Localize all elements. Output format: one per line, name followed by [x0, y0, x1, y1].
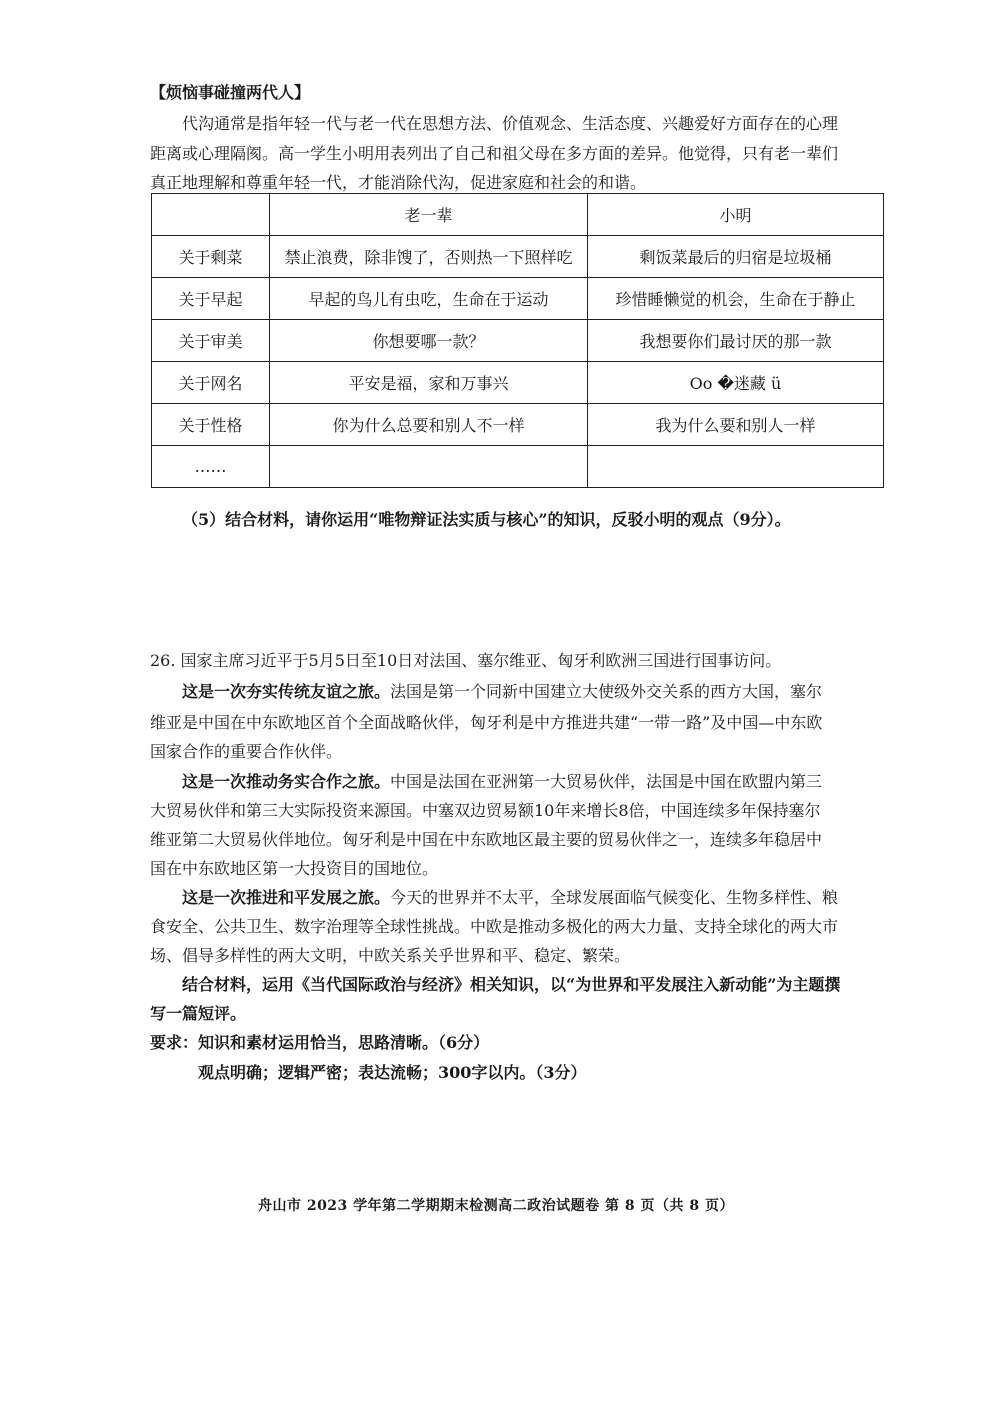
row-label-cell: 关于性格 — [152, 404, 270, 446]
paragraph-line: 食安全、公共卫生、数字治理等全球性挑战。中欧是推动多极化的两大力量、支持全球化的两大市 — [150, 917, 839, 936]
elder-cell — [270, 446, 588, 488]
row-label-cell: 关于早起 — [152, 278, 270, 320]
requirement-line: 要求：知识和素材运用恰当，思路清晰。（6分） — [150, 1033, 490, 1052]
paragraph-text: 法国是第一个同新中国建立大使级外交关系的西方大国，塞尔 — [390, 682, 823, 701]
row-label-cell: 关于剩菜 — [152, 236, 270, 278]
paragraph-text: 今天的世界并不太平，全球发展面临气候变化、生物多样性、粮 — [390, 888, 839, 907]
xiaoming-cell: 我为什么要和别人一样 — [588, 404, 884, 446]
paragraph-line — [150, 887, 880, 909]
paragraph-line: 维亚是中国在中东欧地区首个全面战略伙伴，匈牙利是中方推进共建“一带一路”及中国—中东欧 — [150, 713, 823, 732]
table-row — [152, 236, 884, 278]
row-label-cell: 关于网名 — [152, 362, 270, 404]
paragraph-lead: 这是一次推动务实合作之旅。 — [182, 772, 391, 791]
xiaoming-cell: 我想要你们最讨厌的那一款 — [588, 320, 884, 362]
row-label-cell: …… — [152, 446, 270, 488]
xiaoming-cell: 珍惜睡懒觉的机会，生命在于静止 — [588, 278, 884, 320]
table-row — [152, 362, 884, 404]
table-header-row — [152, 194, 884, 236]
elder-cell: 禁止浪费，除非馊了，否则热一下照样吃 — [270, 236, 588, 278]
table-header-cell: 老一辈 — [270, 194, 588, 236]
comparison-table — [151, 193, 884, 488]
paragraph-lead: 这是一次夯实传统友谊之旅。 — [182, 682, 391, 701]
table-row — [152, 320, 884, 362]
task-line: 写一篇短评。 — [150, 1004, 247, 1023]
intro-line: 代沟通常是指年轻一代与老一代在思想方法、价值观念、生活态度、兴趣爱好方面存在的心理 — [182, 114, 839, 133]
table-row — [152, 404, 884, 446]
paragraph-line — [150, 771, 880, 793]
task-line: 结合材料，运用《当代国际政治与经济》相关知识，以“为世界和平发展注入新动能”为主题撰 — [182, 975, 841, 994]
elder-cell: 早起的鸟儿有虫吃，生命在于运动 — [270, 278, 588, 320]
table-header-cell — [152, 194, 270, 236]
elder-cell: 平安是福，家和万事兴 — [270, 362, 588, 404]
question-26-intro: 26. 国家主席习近平于5月5日至10日对法国、塞尔维亚、匈牙利欧洲三国进行国事访问。 — [150, 651, 782, 670]
elder-cell: 你为什么总要和别人不一样 — [270, 404, 588, 446]
table-row — [152, 446, 884, 488]
section-title: 【烦恼事碰撞两代人】 — [150, 83, 311, 102]
requirement-line: 观点明确；逻辑严密；表达流畅；300字以内。（3分） — [198, 1063, 587, 1082]
table-row — [152, 278, 884, 320]
intro-line: 距离或心理隔阂。高一学生小明用表列出了自己和祖父母在多方面的差异。他觉得，只有老一辈们 — [150, 144, 839, 163]
paragraph-line: 国在中东欧地区第一大投资目的国地位。 — [150, 859, 439, 878]
row-label-cell: 关于审美 — [152, 320, 270, 362]
xiaoming-cell: Oo �迷藏 ü — [588, 362, 884, 404]
elder-cell: 你想要哪一款？ — [270, 320, 588, 362]
paragraph-line: 大贸易伙伴和第三大实际投资来源国。中塞双边贸易额10年来增长8倍，中国连续多年保持塞尔 — [150, 801, 821, 820]
table-header-cell: 小明 — [588, 194, 884, 236]
paragraph-text: 中国是法国在亚洲第一大贸易伙伴，法国是中国在欧盟内第三 — [390, 772, 823, 791]
xiaoming-cell — [588, 446, 884, 488]
paragraph-line — [150, 681, 880, 703]
paragraph-line: 维亚第二大贸易伙伴地位。匈牙利是中国在中东欧地区最主要的贸易伙伴之一，连续多年稳居中 — [150, 830, 823, 849]
xiaoming-cell: 剩饭菜最后的归宿是垃圾桶 — [588, 236, 884, 278]
paragraph-lead: 这是一次推进和平发展之旅。 — [182, 888, 391, 907]
paragraph-line: 场、倡导多样性的两大文明，中欧关系关乎世界和平、稳定、繁荣。 — [150, 946, 631, 965]
page-footer: 舟山市 2023 学年第二学期期末检测高二政治试题卷 第 8 页（共 8 页） — [257, 1198, 735, 1214]
paragraph-line: 国家合作的重要合作伙伴。 — [150, 742, 343, 761]
question-5: （5）结合材料，请你运用“唯物辩证法实质与核心”的知识，反驳小明的观点（9分）。 — [182, 510, 791, 529]
intro-line: 真正地理解和尊重年轻一代，才能消除代沟，促进家庭和社会的和谐。 — [150, 173, 647, 192]
